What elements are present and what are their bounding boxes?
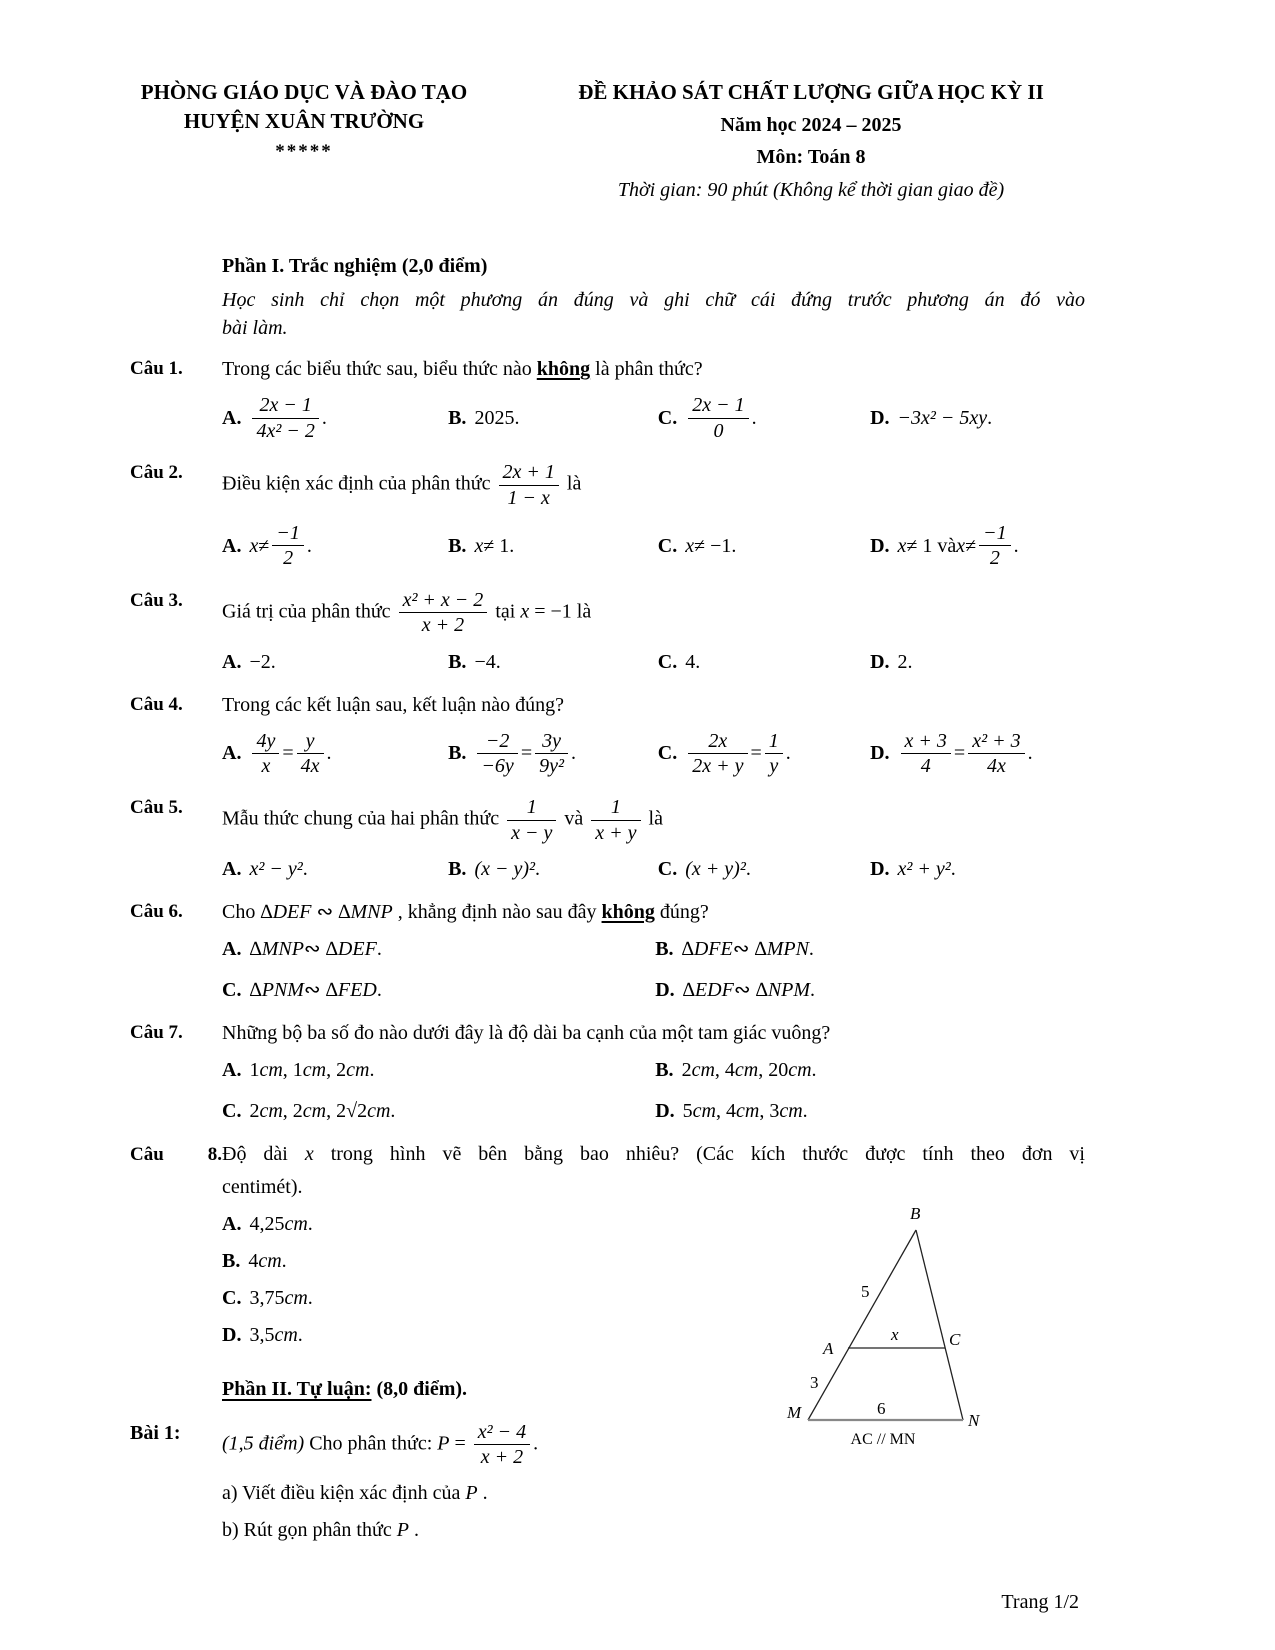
department-name: PHÒNG GIÁO DỤC VÀ ĐÀO TẠO	[140, 80, 468, 104]
option-letter: C.	[657, 858, 678, 881]
question-cau-2	[130, 459, 1085, 574]
math-text: x² − y²	[249, 858, 303, 881]
option-letter: A.	[222, 1059, 242, 1082]
option-letter: D.	[870, 650, 890, 673]
option-cau-3-B: B. −4.	[448, 648, 658, 676]
fraction	[535, 730, 568, 778]
option-letter: B.	[448, 534, 467, 557]
math-text: P	[437, 1432, 450, 1455]
part1-title: Phần I. Trắc nghiệm (2,0 điểm)	[222, 255, 488, 278]
header-left	[115, 78, 493, 165]
math-text: x	[249, 534, 259, 557]
fraction-numerator: −1	[272, 522, 304, 546]
option-cau-5-D: D. x² + y² .	[870, 855, 1085, 883]
fraction-denominator: 2	[283, 547, 294, 570]
header-stars: *****	[275, 140, 333, 162]
question-cau-6	[130, 898, 1085, 1006]
question-label: Câu 2.	[130, 462, 183, 484]
school-year: Năm học 2024 – 2025	[720, 114, 902, 137]
option-letter: A.	[222, 534, 242, 557]
question-cau-5	[130, 794, 1085, 885]
subject: Môn: Toán 8	[756, 146, 866, 169]
option-letter: B.	[222, 1249, 241, 1272]
length-label-AC: x	[891, 1325, 899, 1344]
fraction-numerator: −2	[477, 730, 517, 754]
option-cau-5-B: B. (x − y)² .	[448, 855, 658, 883]
option-letter: D.	[655, 979, 675, 1002]
question-text: Điều kiện xác định của phân thức $\frac{2x + 1}{1 - x}$ là A. x ≠ $\frac{-1}{2}$ . B. x ≠ 1. C. x ≠ −1. D. x ≠ 1 và x ≠ $\frac{-1}{2}$ .	[222, 459, 1085, 574]
math-text: cm	[736, 1100, 760, 1123]
fraction-denominator: 2x + y	[692, 754, 744, 777]
option-cau-4-D: D. $\frac{x + 3}{4}$ = $\frac{\text{x² + 3}}{4x}$ .	[870, 729, 1033, 777]
question-label: Câu 6.	[130, 901, 183, 923]
fraction	[252, 394, 318, 442]
question-cau-8: Câu 8.Độ dài x trong hình vẽ bên bằng bao nhiêu? (Các kích thước được tính theo đơn vị	[130, 1140, 1085, 1169]
option-cau-6-C: C. ∆ PNM ∾ ∆ FED .	[222, 976, 655, 1004]
question-text: Những bộ ba số đo nào dưới đây là độ dài ba cạnh của một tam giác vuông? A. 1 cm , 1 cm , 2 cm . B. 2 cm , 4 cm , 20 cm . C. 2 cm , 2 cm , 2√2 cm . D. 5 cm , 4 cm , 3 cm .	[222, 1019, 1085, 1127]
question-text: Mẫu thức chung của hai phân thức $\frac{1}{x - y}$ và $\frac{1}{x + y}$ là A. x² − y² . B. (x − y)² . C. (x + y)² . D. x² + y² .	[222, 794, 1085, 885]
math-text: cm	[302, 1100, 327, 1123]
fraction-denominator: 0	[713, 419, 724, 442]
fraction	[688, 730, 747, 778]
fraction	[297, 730, 324, 778]
math-text: x	[685, 534, 695, 557]
math-text: x² + y²	[897, 858, 951, 881]
question-cau-7	[130, 1019, 1085, 1127]
vertex-label-A: A	[823, 1339, 834, 1358]
option-cau-2-A: A. x ≠ $\frac{-1}{2}$ .	[222, 521, 312, 570]
header-right	[537, 78, 1085, 204]
fraction-denominator: 1 − x	[507, 486, 550, 509]
option-letter: A.	[222, 742, 242, 765]
part2-title-points: (8,0 điểm).	[371, 1377, 468, 1400]
option-cau-2-D: D. x ≠ 1 và x ≠ $\frac{-1}{2}$ .	[870, 521, 1019, 570]
fraction-numerator: x + 3	[901, 730, 951, 754]
option-letter: B.	[448, 858, 467, 881]
math-text: (x − y)²	[474, 858, 536, 881]
option-cau-8-D: D. 3,5 cm .	[222, 1321, 552, 1349]
part1-instruction	[222, 286, 1085, 342]
fraction-numerator: 2x − 1	[688, 394, 748, 418]
option-letter: C.	[657, 534, 678, 557]
length-label-MN: 6	[877, 1399, 886, 1418]
option-letter: A.	[222, 650, 242, 673]
fraction-denominator: y	[769, 754, 779, 777]
instruction-line2: bài làm.	[222, 317, 288, 340]
question-cau-3	[130, 587, 1085, 678]
option-letter: C.	[657, 742, 678, 765]
instruction-line1: Học sinh chỉ chọn một phương án đúng và ghi chữ cái đứng trước phương án đó vào	[222, 289, 1085, 312]
option-cau-8-B: B. 4 cm .	[222, 1247, 552, 1275]
segment-BM	[808, 1230, 916, 1420]
option-letter: D.	[870, 858, 890, 881]
fraction-denominator: x	[261, 754, 271, 777]
math-text: MNP	[350, 901, 393, 924]
question-cau-4	[130, 691, 1085, 782]
page-number: Trang 1/2	[1001, 1591, 1079, 1613]
option-cau-4-B: B. $\frac{-2}{-6y}$ = $\frac{3y}{\text{9y²}}$ .	[448, 729, 576, 777]
option-cau-6-D: D. ∆ EDF ∾ ∆ NPM .	[655, 976, 1085, 1004]
option-cau-3-A: A. −2.	[222, 648, 448, 676]
math-text: cm	[274, 1323, 298, 1346]
math-text: cm	[779, 1100, 803, 1123]
duration: Thời gian: 90 phút (Không kể thời gian giao đề)	[617, 179, 1005, 202]
fraction-numerator: x² + 3	[968, 730, 1024, 754]
math-text: x	[897, 534, 907, 557]
fraction-denominator: 4	[920, 754, 931, 777]
math-text: cm	[284, 1286, 308, 1309]
fraction-numerator: 2x	[688, 730, 747, 754]
fraction	[399, 589, 488, 637]
fraction	[979, 522, 1011, 570]
fraction	[901, 730, 951, 778]
fraction-numerator: 1	[507, 796, 556, 820]
option-cau-6-A: A. ∆ MNP ∾ ∆ DEF .	[222, 935, 655, 963]
math-text: cm	[302, 1059, 327, 1082]
fraction-denominator: x − y	[511, 821, 553, 844]
fraction-denominator: 2	[989, 547, 1000, 570]
questions-container	[130, 355, 1085, 1348]
option-letter: D.	[222, 1323, 242, 1346]
fraction-denominator: x + 2	[480, 1446, 524, 1469]
option-letter: D.	[655, 1100, 675, 1123]
question-text: Trong các biểu thức sau, biểu thức nào không là phân thức? A. $\frac{2x - 1}{\text{4x² − 2}}$ . B. 2025. C. $\frac{2x - 1}{0}$ . D. −3x² − 5xy .	[222, 355, 1085, 446]
option-letter: B.	[448, 650, 467, 673]
fraction	[591, 796, 640, 844]
problem-sub-a: a) Viết điều kiện xác định của P .	[222, 1482, 488, 1505]
option-letter: A.	[222, 858, 242, 881]
option-cau-4-A: A. $\frac{4y}{x}$ = $\frac{y}{4x}$ .	[222, 729, 332, 777]
math-text: DFE	[693, 938, 733, 961]
keyword-underlined: không	[601, 901, 655, 924]
fraction-numerator: 3y	[535, 730, 568, 754]
math-text: −3x² − 5xy	[897, 407, 988, 430]
triangle-figure-svg	[765, 1202, 995, 1452]
fraction-numerator: −1	[979, 522, 1011, 546]
option-cau-5-C: C. (x + y)² .	[658, 855, 870, 883]
options-cau-1	[222, 390, 1085, 446]
length-label-AM: 3	[810, 1373, 819, 1392]
fraction	[765, 730, 783, 778]
math-text: (x + y)²	[685, 858, 746, 881]
math-text: PNM	[261, 979, 304, 1002]
math-text: MPN	[766, 938, 809, 961]
fraction-denominator: 4x	[300, 754, 320, 777]
fraction-denominator: x + y	[595, 821, 637, 844]
options-cau-2	[222, 518, 1085, 574]
option-letter: C.	[222, 1100, 242, 1123]
option-cau-7-D: D. 5 cm , 4 cm , 3 cm .	[655, 1097, 1085, 1125]
vertex-label-B: B	[910, 1204, 921, 1223]
problem-label: Bài 1:	[130, 1421, 181, 1444]
option-letter: A.	[222, 1212, 242, 1235]
fraction	[474, 1421, 530, 1469]
part2-title-underlined: Phần II. Tự luận:	[222, 1377, 372, 1400]
option-letter: B.	[655, 938, 674, 961]
problem-sub-b: b) Rút gọn phân thức P .	[222, 1519, 419, 1542]
fraction-denominator: 4x	[986, 754, 1006, 777]
question-label: Câu 7.	[130, 1022, 183, 1044]
vertex-label-C: C	[949, 1330, 961, 1349]
fraction	[477, 730, 517, 778]
option-cau-1-D: D. −3x² − 5xy .	[870, 404, 1085, 432]
option-cau-8-A: A. 4,25 cm .	[222, 1210, 552, 1238]
fraction-denominator: −6y	[481, 754, 514, 777]
question-text: Cho ∆DEF ∾ ∆MNP , khẳng định nào sau đây không đúng? A. ∆ MNP ∾ ∆ DEF . B. ∆ DFE ∾ ∆ MPN . C. ∆ PNM ∾ ∆ FED . D. ∆ EDF ∾ ∆ NPM .	[222, 898, 1085, 1006]
fraction-numerator: y	[297, 730, 324, 754]
option-letter: D.	[870, 407, 890, 430]
question-label: Câu 1.	[130, 358, 183, 380]
fraction-numerator: x² − 4	[474, 1421, 530, 1445]
math-text: x	[474, 534, 484, 557]
fraction-denominator: x + 2	[421, 614, 465, 637]
option-letter: A.	[222, 407, 242, 430]
math-text: cm	[284, 1212, 308, 1235]
problem-statement: (1,5 điểm) Cho phân thức: P = $\frac{\text{x² − 4}}{x + 2}$ .	[222, 1420, 539, 1469]
math-text: NPM	[767, 979, 811, 1002]
italic-text: (1,5 điểm)	[222, 1432, 305, 1455]
math-text: EDF	[694, 979, 734, 1002]
question-text: Trong các kết luận sau, kết luận nào đúng? A. $\frac{4y}{x}$ = $\frac{y}{4x}$ . B. $\frac{-2}{-6y}$ = $\frac{3y}{\text{9y²}}$ . C. $\frac{2x}{2x + y}$ = $\frac{1}{y}$ . D. $\frac{x + 3}{4}$ = $\frac{\text{x² + 3}}{4x}$ .	[222, 691, 1085, 782]
fraction-numerator: 1	[765, 730, 783, 754]
fraction	[507, 796, 556, 844]
question-label: Câu 4.	[130, 693, 183, 715]
math-text: cm	[788, 1059, 812, 1082]
math-text: cm	[691, 1059, 715, 1082]
options-cau-5	[222, 853, 1085, 885]
math-text: cm	[692, 1100, 716, 1123]
fraction-numerator: 4y	[252, 730, 279, 754]
question-text: Giá trị của phân thức $\frac{\text{x² + x − 2}}{x + 2}$ tại x = −1 là A. −2. B. −4. C. 4. D. 2.	[222, 587, 1085, 678]
option-letter: D.	[870, 534, 890, 557]
math-text: cm	[734, 1059, 759, 1082]
fraction-denominator: 4x² − 2	[256, 419, 315, 442]
option-cau-1-C: C. $\frac{2x - 1}{0}$ .	[657, 394, 757, 442]
figure-caption: AC // MN	[850, 1431, 916, 1448]
question-cau-1	[130, 355, 1085, 446]
question-label: Câu 5.	[130, 797, 183, 819]
math-text: DEF	[337, 938, 377, 961]
vertex-label-N: N	[968, 1411, 980, 1430]
vertex-label-M: M	[787, 1403, 802, 1422]
option-letter: B.	[655, 1059, 674, 1082]
fraction-numerator: 2x − 1	[252, 394, 318, 418]
math-text: cm	[346, 1059, 370, 1082]
fraction-numerator: 2x + 1	[499, 461, 559, 485]
option-letter: C.	[222, 1286, 242, 1309]
fraction	[499, 461, 559, 509]
option-cau-3-D: D. 2.	[870, 648, 1085, 676]
fraction	[272, 522, 304, 570]
segment-BN	[916, 1230, 963, 1420]
header	[130, 78, 1085, 204]
option-letter: D.	[870, 742, 890, 765]
question-label: Câu 3.	[130, 589, 183, 611]
fraction	[252, 730, 279, 778]
option-cau-4-C: C. $\frac{2x}{2x + y}$ = $\frac{1}{y}$ .	[657, 729, 791, 777]
length-label-BA: 5	[861, 1282, 870, 1301]
math-text: FED	[337, 979, 377, 1002]
keyword-underlined: không	[536, 358, 591, 381]
math-text: cm	[367, 1100, 391, 1123]
fraction	[688, 394, 748, 442]
math-text: P	[396, 1519, 409, 1542]
option-cau-5-A: A. x² − y² .	[222, 855, 448, 883]
triangle-figure	[765, 1202, 995, 1452]
math-text: x	[520, 600, 530, 623]
option-letter: C.	[222, 979, 242, 1002]
options-cau-3	[222, 646, 1085, 678]
fraction-numerator: x² + x − 2	[399, 589, 488, 613]
options-cau-6	[222, 933, 1085, 1006]
fraction	[968, 730, 1024, 778]
option-cau-2-B: B. x ≠ 1.	[448, 532, 658, 560]
option-cau-8-C: C. 3,75 cm .	[222, 1284, 552, 1312]
options-cau-8	[222, 1210, 552, 1349]
options-cau-4	[222, 726, 1085, 782]
options-cau-7	[222, 1054, 1085, 1127]
option-letter: C.	[657, 407, 678, 430]
math-text: x	[956, 534, 966, 557]
option-letter: C.	[657, 650, 678, 673]
fraction-numerator: 1	[591, 796, 640, 820]
question-cau-8-line2: centimét).	[222, 1175, 303, 1198]
math-text: P	[465, 1482, 478, 1505]
option-letter: B.	[448, 407, 467, 430]
option-letter: A.	[222, 938, 242, 961]
math-text: DEF	[272, 901, 312, 924]
question-label: Câu 8.	[130, 1144, 222, 1166]
option-cau-7-C: C. 2 cm , 2 cm , 2√2 cm .	[222, 1097, 655, 1125]
option-cau-2-C: C. x ≠ −1.	[658, 532, 870, 560]
option-cau-6-B: B. ∆ DFE ∾ ∆ MPN .	[655, 935, 1085, 963]
option-cau-7-A: A. 1 cm , 1 cm , 2 cm .	[222, 1056, 655, 1084]
option-cau-1-A: A. $\frac{2x - 1}{\text{4x² − 2}}$ .	[222, 394, 327, 442]
math-text: MNP	[261, 938, 304, 961]
math-text: x	[304, 1143, 314, 1166]
option-cau-3-C: C. 4.	[658, 648, 870, 676]
math-text: cm	[258, 1249, 282, 1272]
option-cau-7-B: B. 2 cm , 4 cm , 20 cm .	[655, 1056, 1085, 1084]
fraction-denominator: 9y²	[539, 754, 564, 777]
option-cau-1-B: B. 2025.	[448, 404, 658, 432]
math-text: cm	[259, 1100, 283, 1123]
option-letter: B.	[448, 742, 467, 765]
exam-title: ĐỀ KHẢO SÁT CHẤT LƯỢNG GIỮA HỌC KỲ II	[578, 80, 1044, 104]
math-text: cm	[259, 1059, 283, 1082]
district-name: HUYỆN XUÂN TRƯỜNG	[183, 109, 425, 134]
